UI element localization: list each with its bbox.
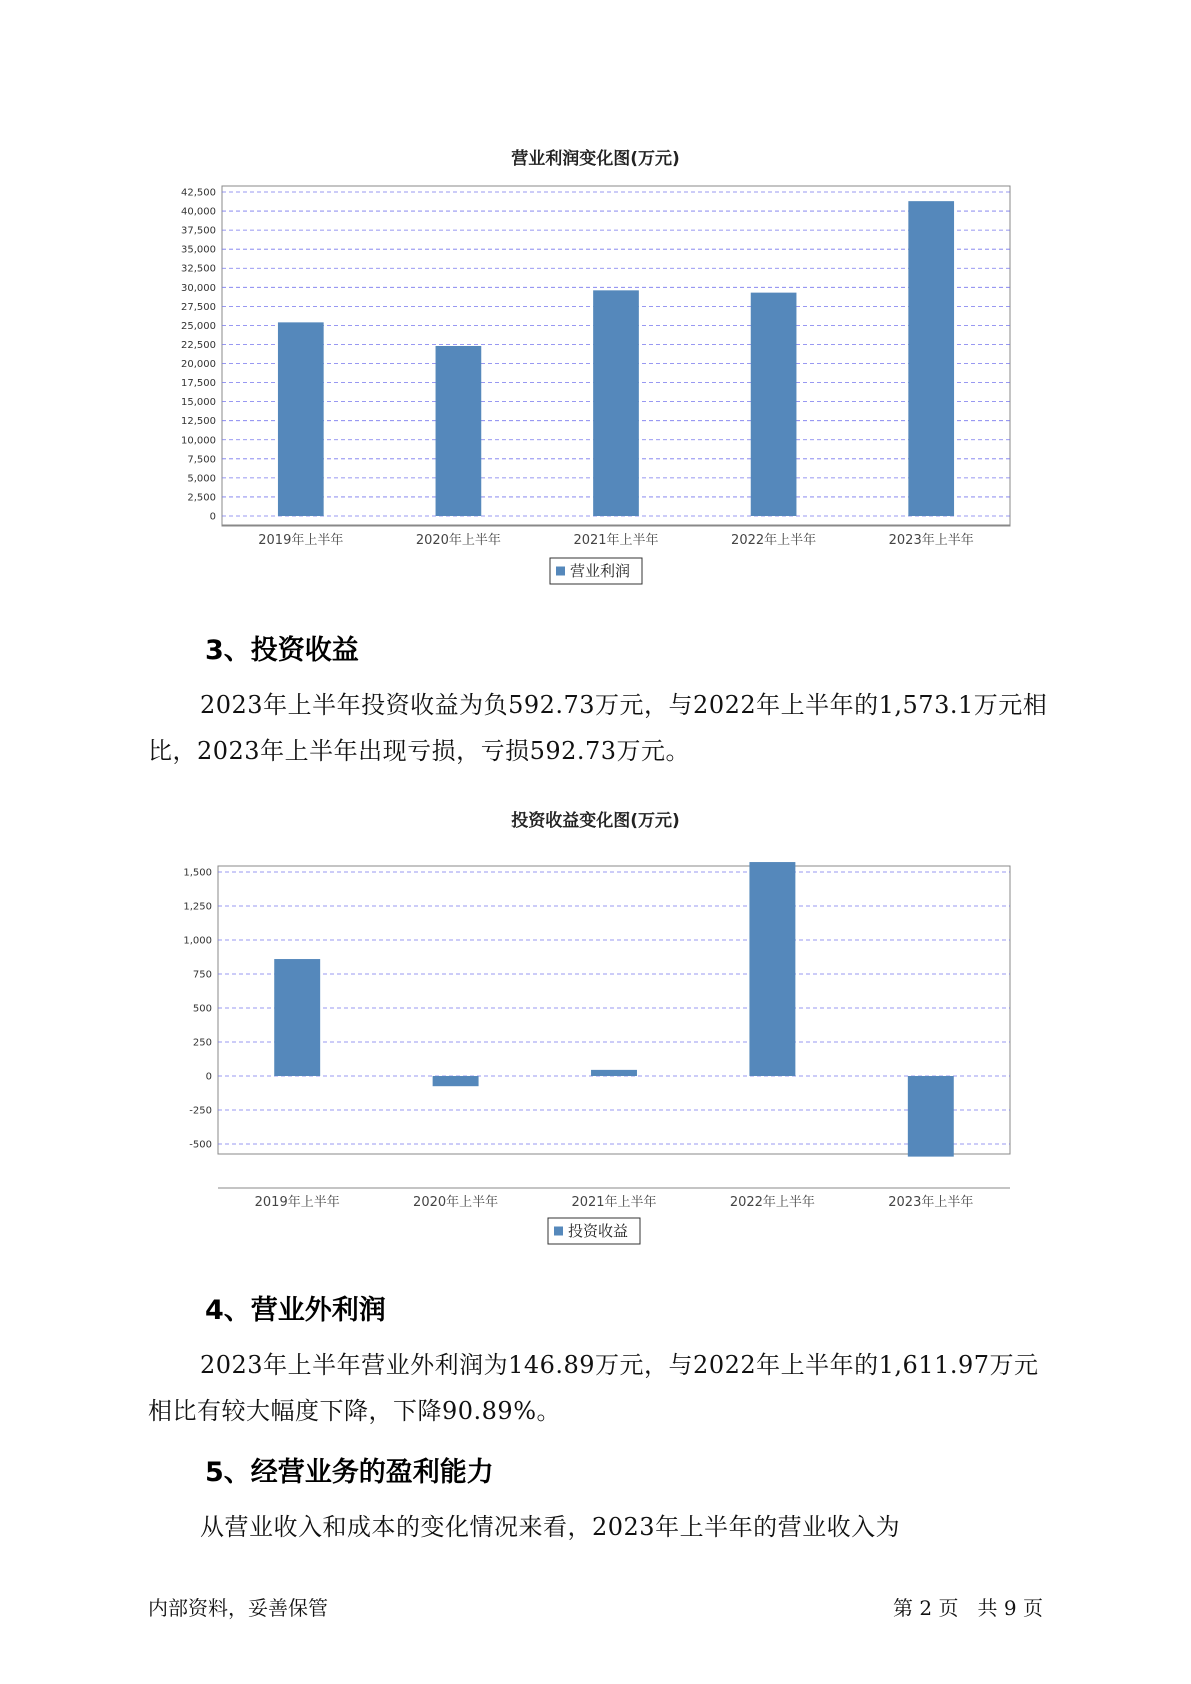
footer-page-number: 第 2 页 共 9 页	[893, 1596, 1043, 1620]
x-category-label: 2020年上半年	[413, 1195, 499, 1210]
section-5-heading: 5、经营业务的盈利能力	[205, 1457, 494, 1488]
legend-label: 营业利润	[570, 562, 631, 580]
legend-label: 投资收益	[568, 1222, 629, 1240]
bar	[749, 862, 795, 1076]
y-tick-label: -250	[189, 1105, 212, 1117]
x-category-label: 2022年上半年	[731, 533, 817, 548]
bar	[751, 293, 797, 516]
legend	[550, 558, 642, 584]
y-tick-label: 17,500	[181, 378, 216, 390]
chart-title-operating-profit: 营业利润变化图(万元)	[511, 149, 680, 169]
y-tick-label: 22,500	[181, 339, 216, 351]
legend	[548, 1218, 640, 1244]
plot-frame	[218, 866, 1010, 1154]
y-tick-label: 32,500	[181, 263, 216, 275]
x-category-label: 2021年上半年	[571, 1195, 657, 1210]
y-tick-label: 1,000	[183, 935, 212, 947]
y-tick-label: 37,500	[181, 225, 216, 237]
bar	[278, 322, 324, 516]
legend-swatch	[556, 567, 565, 576]
section-3-paragraph: 2023年上半年投资收益为负592.73万元，与2022年上半年的1,573.1万元相比，2023年上半年出现亏损，亏损592.73万元。	[148, 691, 1048, 765]
y-tick-label: 750	[192, 969, 212, 981]
y-tick-label: 500	[192, 1003, 212, 1015]
y-tick-label: 20,000	[181, 359, 216, 371]
y-tick-label: 25,000	[181, 320, 216, 332]
y-tick-label: 2,500	[187, 492, 216, 504]
y-tick-label: 35,000	[181, 244, 216, 256]
y-tick-label: 10,000	[181, 435, 216, 447]
bar	[908, 201, 954, 516]
bar	[593, 290, 639, 516]
legend-swatch	[554, 1227, 563, 1236]
investment-income-chart	[0, 840, 1191, 1260]
y-tick-label: 0	[209, 511, 216, 523]
y-tick-label: 12,500	[181, 416, 216, 428]
y-tick-label: 40,000	[181, 206, 216, 218]
x-category-label: 2019年上半年	[258, 533, 344, 548]
y-tick-label: -500	[189, 1139, 212, 1151]
bar	[908, 1076, 954, 1157]
y-tick-label: 30,000	[181, 282, 216, 294]
bar	[274, 959, 320, 1076]
bar	[433, 1076, 479, 1086]
y-tick-label: 27,500	[181, 301, 216, 313]
y-tick-label: 250	[192, 1037, 212, 1049]
y-tick-label: 1,500	[183, 867, 212, 879]
chart-title-investment-income: 投资收益变化图(万元)	[511, 811, 680, 831]
y-tick-label: 1,250	[183, 901, 212, 913]
operating-profit-chart	[0, 180, 1191, 600]
x-category-label: 2020年上半年	[415, 533, 501, 548]
y-tick-label: 15,000	[181, 397, 216, 409]
y-tick-label: 0	[205, 1071, 212, 1083]
bar	[591, 1070, 637, 1076]
x-category-label: 2023年上半年	[888, 1195, 974, 1210]
x-category-label: 2021年上半年	[573, 533, 659, 548]
section-4-heading: 4、营业外利润	[205, 1295, 386, 1326]
bar	[436, 346, 482, 516]
x-category-label: 2023年上半年	[888, 533, 974, 548]
section-3-heading: 3、投资收益	[205, 635, 359, 666]
y-tick-label: 42,500	[181, 187, 216, 199]
y-tick-label: 7,500	[187, 454, 216, 466]
x-category-label: 2019年上半年	[254, 1195, 340, 1210]
section-5-paragraph: 从营业收入和成本的变化情况来看，2023年上半年的营业收入为	[200, 1513, 901, 1541]
x-category-label: 2022年上半年	[729, 1195, 815, 1210]
section-4-paragraph: 2023年上半年营业外利润为146.89万元，与2022年上半年的1,611.97万元相比有较大幅度下降，下降90.89%。	[148, 1351, 1039, 1425]
footer-confidential-note: 内部资料，妥善保管	[148, 1596, 328, 1620]
y-tick-label: 5,000	[187, 473, 216, 485]
